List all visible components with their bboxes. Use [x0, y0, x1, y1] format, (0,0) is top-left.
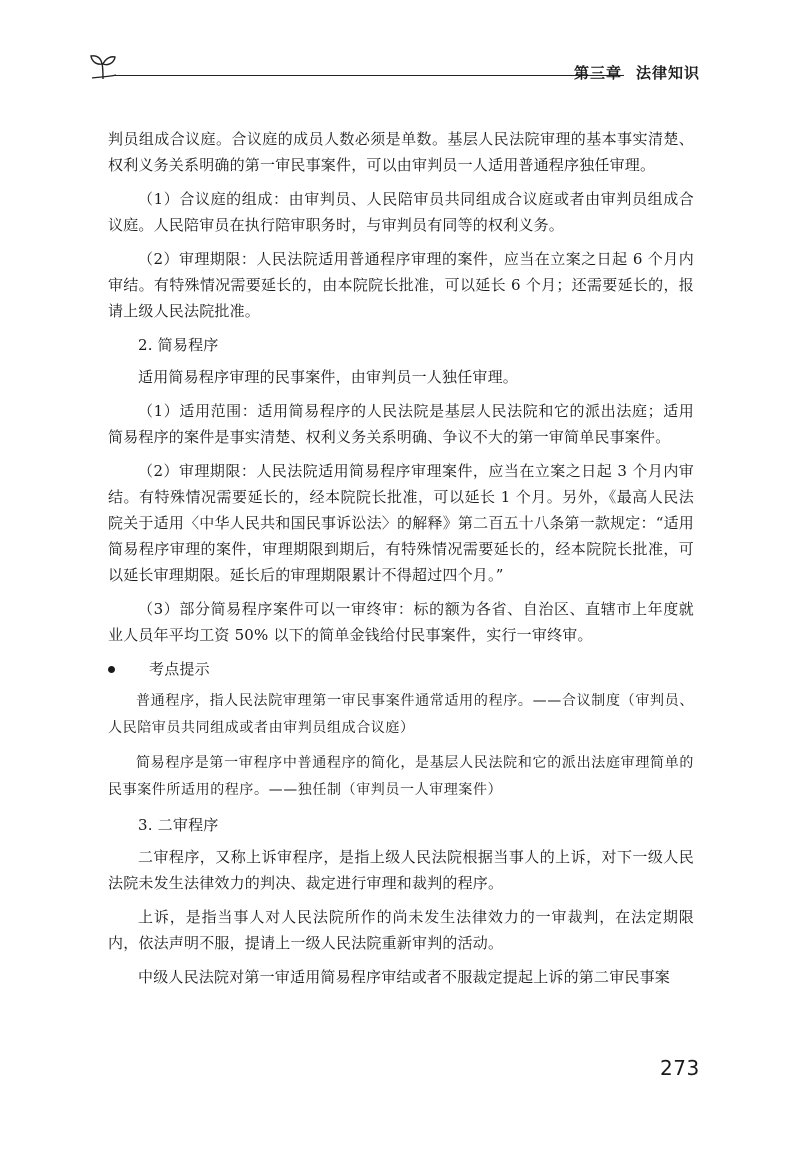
key-point-label: 考点提示: [149, 660, 210, 678]
chapter-number: 第三章: [573, 64, 622, 82]
paragraph: 二审程序，又称上诉审程序，是指上级人民法院根据当事人的上诉，对下一级人民法院未发生法律效力的判决、裁定进行审理和裁判的程序。: [108, 848, 694, 892]
bullet-icon: [108, 666, 115, 673]
paragraph: （1）合议庭的组成：由审判员、人民陪审员共同组成合议庭或者由审判员组成合议庭。人民陪审员在执行陪审职务时，与审判员有同等的权利义务。: [108, 190, 694, 234]
paragraph: 判员组成合议庭。合议庭的成员人数必须是单数。基层人民法院审理的基本事实清楚、权利义务关系明确的第一审民事案件，可以由审判员一人适用普通程序独任审理。: [108, 130, 694, 174]
key-point-text: 简易程序是第一审程序中普通程序的简化，是基层人民法院和它的派出法庭审理简单的民事案件所适用的程序。——独任制（审判员一人审理案件）: [108, 755, 694, 798]
paragraph: （3）部分简易程序案件可以一审终审：标的额为各省、自治区、直辖市上年度就业人员年平均工资 50% 以下的简单金钱给付民事案件，实行一审终审。: [108, 600, 694, 644]
header-rule: [114, 75, 624, 76]
paragraph: （2）审理期限：人民法院适用普通程序审理的案件，应当在立案之日起 6 个月内审结。有特殊情况需要延长的，由本院院长批准，可以延长 6 个月；还需要延长的，报请上级人民法院批准。: [108, 250, 694, 320]
section-heading-second-instance: 3. 二审程序: [138, 816, 219, 834]
chapter-name: 法律知识: [635, 64, 700, 82]
page-body: [108, 126, 694, 998]
sprout-icon: [88, 52, 118, 82]
paragraph: 上诉，是指当事人对人民法院所作的尚未发生法律效力的一审裁判，在法定期限内，依法声明不服，提请上一级人民法院重新审判的活动。: [108, 908, 694, 952]
key-point-heading: [108, 656, 694, 682]
running-header: [88, 52, 700, 82]
section-heading-simple-procedure: 2. 简易程序: [138, 336, 219, 354]
paragraph: 适用简易程序审理的民事案件，由审判员一人独任审理。: [138, 368, 519, 386]
chapter-title: [574, 62, 700, 83]
paragraph: 中级人民法院对第一审适用简易程序审结或者不服裁定提起上诉的第二审民事案: [138, 968, 671, 986]
paragraph: （1）适用范围：适用简易程序的人民法院是基层人民法院和它的派出法庭；适用简易程序的案件是事实清楚、权利义务关系明确、争议不大的第一审简单民事案件。: [108, 402, 694, 446]
paragraph: （2）审理期限：人民法院适用简易程序审理案件，应当在立案之日起 3 个月内审结。有特殊情况需要延长的，经本院院长批准，可以延长 1 个月。另外，《最高人民法院关于适用〈中华人民共和国民事诉讼法〉的解释》第二百五十八条第一款规定：“适用简易程序审理的案件，审理期限到期后，有特殊情况需要延长的，经本院院长批准，可以延长审理期限。延长后的审理期限累计不得超过四个月。”: [108, 462, 694, 584]
page-number: 273: [660, 1056, 700, 1080]
key-point-text: 普通程序，指人民法院审理第一审民事案件通常适用的程序。——合议制度（审判员、人民陪审员共同组成或者由审判员组成合议庭）: [108, 693, 694, 736]
